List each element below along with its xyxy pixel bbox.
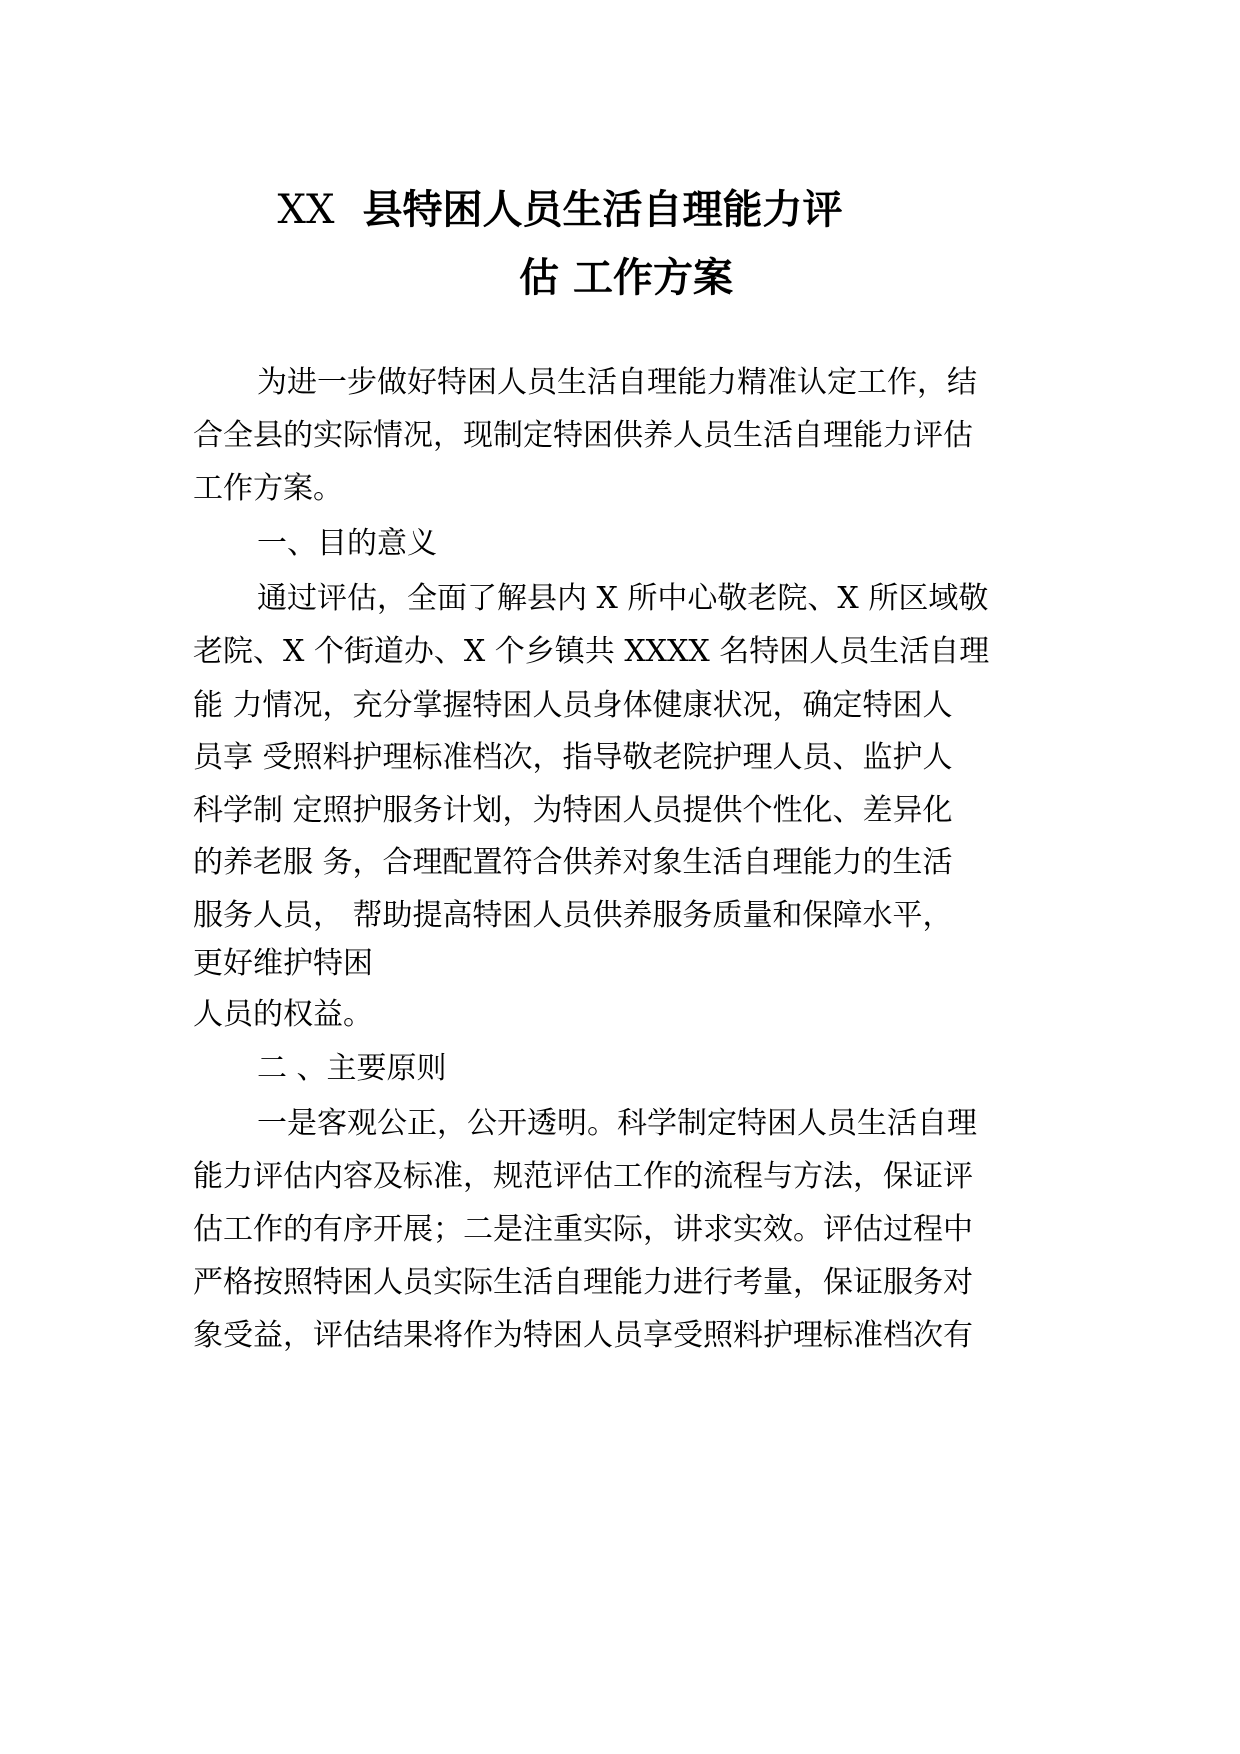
document-title-line-2: 估 工作方案 [519,255,733,301]
paragraph-purpose-line: 服务人员， 帮助提高特困人员供养服务质量和保障水平， [193,898,953,933]
paragraph-purpose-line: 科学制 定照护服务计划，为特困人员提供个性化、差异化 [193,793,953,828]
paragraph-purpose-line: 通过评估，全面了解县内 X 所中心敬老院、X 所区域敬 [257,581,989,616]
paragraph-purpose-line: 员享 受照料护理标准档次，指导敬老院护理人员、监护人 [193,740,953,775]
section-heading-principles: 二 、主要原则 [257,1051,447,1086]
section-heading-purpose: 一、目的意义 [257,526,437,561]
paragraph-purpose-line: 人员的权益。 [193,997,373,1032]
paragraph-intro-line: 为进一步做好特困人员生活自理能力精准认定工作，结 [257,365,977,400]
paragraph-principles-line: 估工作的有序开展；二是注重实际，讲求实效。评估过程中 [193,1212,973,1247]
paragraph-intro-line: 工作方案。 [193,471,343,506]
paragraph-principles-line: 象受益，评估结果将作为特困人员享受照料护理标准档次有 [193,1318,973,1353]
paragraph-principles-line: 一是客观公正，公开透明。科学制定特困人员生活自理 [257,1106,977,1141]
paragraph-principles-line: 能力评估内容及标准，规范评估工作的流程与方法，保证评 [193,1159,973,1194]
paragraph-intro-line: 合全县的实际情况，现制定特困供养人员生活自理能力评估 [193,418,973,453]
paragraph-purpose-line: 能 力情况，充分掌握特困人员身体健康状况，确定特困人 [193,688,953,723]
paragraph-purpose-line: 更好维护特困 [193,946,373,981]
paragraph-principles-line: 严格按照特困人员实际生活自理能力进行考量，保证服务对 [193,1265,973,1300]
title-prefix: XX [277,187,335,233]
paragraph-purpose-line: 的养老服 务，合理配置符合供养对象生活自理能力的生活 [193,845,953,880]
document-title-line-1 [0,186,1180,234]
paragraph-purpose-line: 老院、X 个街道办、X 个乡镇共 XXXX 名特困人员生活自理 [193,634,990,669]
title-text: 县特困人员生活自理能力评 [362,187,843,233]
